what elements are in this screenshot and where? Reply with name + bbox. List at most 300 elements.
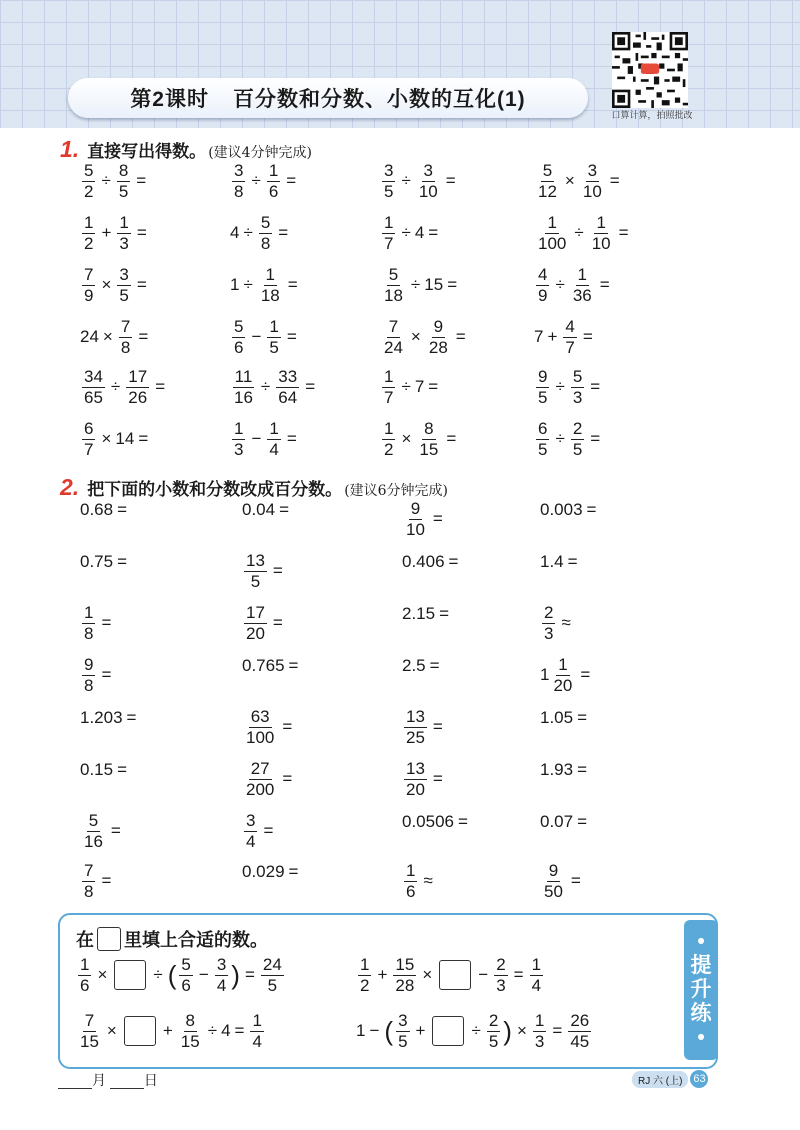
denominator: 65 — [84, 387, 103, 407]
numerator: 1 — [252, 1011, 262, 1030]
operator: + — [547, 327, 558, 347]
operator: = — [136, 223, 147, 243]
numerator: 8 — [424, 419, 434, 438]
numerator: 3 — [423, 161, 433, 180]
operator: × — [422, 965, 433, 985]
numerator: 17 — [246, 603, 265, 622]
operator: ÷ — [153, 965, 163, 985]
denominator: 5 — [267, 975, 278, 995]
practice-tab-char-1: 提 — [690, 953, 712, 977]
denominator: 4 — [531, 975, 542, 995]
operator: = — [155, 377, 166, 397]
denominator: 6 — [80, 975, 90, 995]
operator: = — [278, 223, 289, 243]
section-1-title: 直接写出得数。 — [87, 142, 207, 161]
denominator: 20 — [246, 623, 265, 643]
fraction — [404, 862, 417, 901]
fraction — [117, 266, 130, 305]
denominator: 8 — [260, 233, 271, 253]
calc-exercise — [534, 318, 597, 357]
book-code: RJ 六 (上) — [632, 1071, 688, 1088]
operator: = — [101, 665, 112, 685]
number: 0.75 — [80, 552, 114, 571]
fraction — [427, 318, 450, 357]
numerator: 3 — [234, 161, 244, 180]
fraction — [267, 318, 280, 357]
conversion-exercise — [540, 500, 600, 520]
parenthesis: ( — [384, 1016, 394, 1047]
denominator: 2 — [384, 439, 394, 459]
operator: = — [570, 871, 581, 891]
denominator: 2 — [360, 975, 370, 995]
fraction — [215, 956, 228, 995]
conversion-exercise — [402, 862, 437, 901]
number: 1 — [540, 665, 550, 685]
calc-exercise — [380, 318, 470, 357]
conversion-exercise — [80, 760, 131, 780]
operator: = — [599, 275, 610, 295]
numerator: 1 — [547, 213, 557, 232]
operator: = — [428, 377, 439, 397]
operator: = — [288, 656, 299, 675]
fraction — [590, 214, 613, 253]
fraction — [82, 214, 95, 253]
denominator: 8 — [234, 181, 244, 201]
operator: + — [377, 965, 388, 985]
operator: = — [577, 708, 588, 727]
parenthesis: ( — [167, 960, 177, 991]
fraction — [536, 162, 559, 201]
operator: ÷ — [207, 1021, 218, 1041]
numerator: 15 — [395, 955, 415, 974]
fraction — [382, 162, 395, 201]
operator: = — [136, 275, 147, 295]
operator: × — [106, 1021, 117, 1041]
practice-title-post: 里填上合适的数。 — [124, 930, 268, 950]
denominator: 50 — [544, 881, 563, 901]
answer-box[interactable] — [432, 1016, 464, 1046]
numerator: 2 — [544, 603, 554, 622]
fraction — [494, 956, 507, 995]
fraction — [82, 266, 95, 305]
fraction — [551, 656, 574, 695]
operator: + — [101, 223, 112, 243]
fraction — [382, 420, 395, 459]
operator: ≈ — [423, 871, 433, 891]
practice-title-pre: 在 — [76, 930, 94, 950]
numerator: 7 — [120, 317, 131, 336]
operator: = — [110, 821, 121, 841]
fraction — [82, 162, 95, 201]
operator: × — [516, 1021, 527, 1041]
operator: ÷ — [101, 171, 111, 191]
conversion-exercise — [242, 760, 296, 799]
number: 15 — [424, 275, 444, 295]
calc-exercise — [80, 266, 151, 305]
numerator: 5 — [572, 367, 583, 386]
operator: = — [577, 760, 588, 779]
fraction — [117, 162, 130, 201]
lesson-number: 第2课时 — [130, 88, 209, 111]
conversion-exercise — [402, 604, 453, 624]
denominator: 6 — [406, 881, 416, 901]
operator: = — [282, 769, 293, 789]
month-label: 月 — [92, 1072, 106, 1088]
operator: − — [369, 1021, 380, 1041]
calc-exercise — [380, 368, 442, 407]
fraction — [267, 420, 280, 459]
fraction — [82, 420, 95, 459]
conversion-exercise — [242, 500, 293, 520]
conversion-exercise — [80, 604, 115, 643]
practice-tab-char-3: 练 — [690, 1002, 712, 1026]
denominator: 8 — [120, 337, 131, 357]
month-blank[interactable] — [58, 1072, 92, 1089]
numerator: 6 — [84, 419, 94, 438]
fraction — [530, 956, 543, 995]
denominator: 7 — [565, 337, 575, 357]
numerator: 6 — [538, 419, 548, 438]
numerator: 2 — [572, 419, 583, 438]
number: 7 — [534, 327, 544, 347]
fraction — [250, 1012, 263, 1051]
operator: × — [101, 429, 112, 449]
conversion-exercise — [80, 862, 115, 901]
fraction — [571, 266, 594, 305]
denominator: 3 — [234, 439, 244, 459]
numerator: 3 — [398, 1011, 408, 1030]
fraction — [487, 1012, 500, 1051]
operator: × — [410, 327, 421, 347]
calc-exercise — [380, 266, 461, 305]
operator: = — [577, 812, 588, 831]
operator: = — [458, 812, 468, 831]
number: 0.406 — [402, 552, 445, 571]
operator: = — [101, 871, 112, 891]
conversion-exercise — [402, 708, 447, 747]
numerator: 11 — [234, 367, 253, 386]
operator: = — [582, 327, 593, 347]
numerator: 63 — [250, 707, 270, 726]
number: 4 — [414, 223, 425, 243]
operator: = — [432, 769, 443, 789]
fraction — [261, 956, 284, 995]
operator: = — [126, 708, 137, 727]
denominator: 20 — [553, 675, 573, 695]
operator: = — [272, 613, 283, 633]
numerator: 1 — [577, 265, 587, 284]
operator: ÷ — [410, 275, 421, 295]
denominator: 3 — [496, 975, 506, 995]
calc-exercise — [380, 420, 460, 459]
conversion-exercise — [540, 812, 591, 832]
fraction — [581, 162, 604, 201]
denominator: 10 — [591, 233, 611, 253]
numerator: 33 — [278, 367, 298, 386]
denominator: 6 — [268, 181, 279, 201]
numerator: 7 — [84, 861, 94, 880]
denominator: 7 — [384, 233, 394, 253]
fraction — [393, 956, 416, 995]
numerator: 5 — [88, 811, 99, 830]
operator: ÷ — [401, 171, 411, 191]
denominator: 3 — [572, 387, 583, 407]
operator: − — [251, 429, 262, 449]
numerator: 13 — [406, 759, 425, 778]
denominator: 9 — [538, 285, 548, 305]
numerator: 3 — [216, 955, 227, 974]
operator: = — [282, 717, 293, 737]
operator: × — [101, 275, 112, 295]
fraction — [126, 368, 149, 407]
denominator: 16 — [84, 831, 103, 851]
numerator: 1 — [531, 955, 542, 974]
day-label: 日 — [143, 1072, 158, 1088]
fraction — [244, 604, 267, 643]
operator: = — [287, 275, 298, 295]
operator: = — [138, 327, 149, 347]
fraction — [232, 368, 255, 407]
operator: = — [432, 717, 443, 737]
fraction — [78, 956, 91, 995]
numerator: 7 — [84, 1011, 95, 1030]
calc-exercise — [534, 368, 604, 407]
numerator: 34 — [84, 367, 103, 386]
conversion-exercise — [80, 656, 115, 695]
operator: ÷ — [243, 275, 253, 295]
operator: = — [234, 1021, 245, 1041]
number: 0.0506 — [402, 812, 454, 831]
denominator: 4 — [269, 439, 279, 459]
number: 0.003 — [540, 500, 583, 519]
operator: = — [609, 171, 620, 191]
conversion-exercise — [540, 862, 585, 901]
page-title: 百分数和分数、小数的互化(1) — [233, 88, 526, 111]
qr-caption: 口算计算，拍照批改 — [611, 110, 693, 120]
answer-box[interactable] — [114, 960, 146, 990]
numerator: 5 — [181, 955, 191, 974]
numerator: 27 — [250, 759, 270, 778]
denominator: 5 — [269, 337, 279, 357]
number: 2.15 — [402, 604, 436, 623]
numerator: 2 — [496, 955, 506, 974]
operator: ÷ — [401, 377, 411, 397]
fraction — [232, 318, 245, 357]
fraction — [78, 1012, 101, 1051]
conversion-exercise — [402, 500, 447, 539]
number: 7 — [414, 377, 425, 397]
calc-exercise — [230, 318, 301, 357]
fraction — [571, 420, 584, 459]
operator: + — [415, 1021, 426, 1041]
operator: = — [552, 1021, 563, 1041]
numerator: 1 — [268, 161, 279, 180]
denominator: 10 — [406, 519, 425, 539]
qr-code-icon[interactable] — [612, 32, 688, 108]
numerator: 3 — [246, 811, 256, 830]
fraction — [244, 708, 276, 747]
section-1-number: 1. — [60, 136, 80, 162]
operator: = — [439, 604, 450, 623]
numerator: 13 — [406, 707, 425, 726]
fraction — [396, 1012, 409, 1051]
calc-exercise — [380, 162, 460, 201]
number: 24 — [80, 327, 99, 347]
denominator: 3 — [119, 233, 129, 253]
operator: = — [138, 429, 149, 449]
denominator: 4 — [216, 975, 227, 995]
fraction — [382, 318, 405, 357]
denominator: 15 — [180, 1031, 200, 1051]
calc-exercise — [380, 214, 442, 253]
number: 4 — [230, 223, 240, 243]
operator: = — [117, 760, 128, 779]
denominator: 5 — [384, 181, 394, 201]
denominator: 6 — [181, 975, 191, 995]
denominator: 5 — [538, 387, 548, 407]
denominator: 8 — [84, 881, 94, 901]
conversion-exercise — [80, 708, 140, 728]
operator: = — [580, 665, 591, 685]
section-1-note: (建议4分钟完成) — [208, 145, 313, 161]
operator: × — [564, 171, 575, 191]
section-2-title: 把下面的小数和分数改成百分数。 — [87, 480, 343, 499]
date-line — [58, 1070, 158, 1090]
denominator: 5 — [538, 439, 548, 459]
conversion-exercise — [402, 760, 447, 799]
conversion-exercise — [242, 708, 296, 747]
operator: ÷ — [243, 223, 253, 243]
operator: = — [272, 561, 283, 581]
denominator: 18 — [384, 285, 403, 305]
fraction — [82, 656, 95, 695]
denominator: 36 — [572, 285, 592, 305]
fraction — [232, 162, 245, 201]
fraction — [244, 760, 276, 799]
answer-box[interactable] — [124, 1016, 156, 1046]
numerator: 1 — [234, 419, 244, 438]
operator: = — [286, 429, 297, 449]
numerator: 1 — [269, 419, 279, 438]
fraction — [404, 708, 427, 747]
numerator: 1 — [84, 603, 94, 622]
practice-tab-char-2: 升 — [690, 977, 712, 1001]
number: 1 — [356, 1021, 366, 1041]
calc-exercise — [80, 318, 152, 357]
conversion-exercise — [80, 500, 131, 520]
operator: = — [288, 862, 299, 881]
conversion-exercise — [80, 552, 131, 572]
operator: × — [401, 429, 412, 449]
conversion-exercise — [242, 552, 287, 591]
calc-exercise — [534, 214, 633, 253]
parenthesis: ) — [503, 1016, 512, 1047]
denominator: 15 — [419, 439, 439, 459]
numerator: 17 — [128, 367, 148, 386]
numerator: 1 — [384, 213, 394, 232]
denominator: 2 — [84, 233, 94, 253]
operator: = — [305, 377, 316, 397]
numerator: 9 — [84, 655, 94, 674]
numerator: 24 — [262, 955, 282, 974]
numerator: 1 — [360, 955, 370, 974]
operator: = — [286, 327, 297, 347]
operator: ÷ — [110, 377, 121, 397]
fraction — [533, 1012, 546, 1051]
fraction — [568, 1012, 591, 1051]
numerator: 5 — [388, 265, 399, 284]
calc-exercise — [230, 368, 319, 407]
fraction — [536, 420, 549, 459]
numerator: 5 — [234, 317, 244, 336]
numerator: 3 — [119, 265, 129, 284]
answer-box[interactable] — [439, 960, 471, 990]
lesson-title-bar — [68, 78, 588, 118]
operator: × — [97, 965, 108, 985]
numerator: 7 — [388, 317, 399, 336]
numerator: 1 — [558, 655, 568, 674]
fraction — [82, 862, 95, 901]
denominator: 12 — [538, 181, 557, 201]
practice-tab-dot-top: • — [697, 929, 705, 953]
numerator: 1 — [265, 265, 275, 284]
numerator: 9 — [538, 367, 548, 386]
number: 14 — [115, 429, 135, 449]
fraction — [179, 956, 192, 995]
fraction — [244, 552, 267, 591]
numerator: 2 — [488, 1011, 499, 1030]
denominator: 4 — [252, 1031, 262, 1051]
calc-exercise — [230, 266, 302, 305]
conversion-exercise — [242, 862, 302, 882]
section-1-heading — [60, 136, 312, 163]
numerator: 13 — [246, 551, 265, 570]
practice-tab-dot-bottom: • — [697, 1026, 705, 1050]
operator: = — [432, 509, 443, 529]
operator: = — [447, 275, 458, 295]
fraction — [417, 162, 440, 201]
operator: = — [279, 500, 290, 519]
operator: − — [251, 327, 262, 347]
denominator: 5 — [488, 1031, 499, 1051]
numerator: 3 — [587, 161, 598, 180]
operator: = — [428, 223, 439, 243]
numerator: 3 — [384, 161, 394, 180]
denominator: 4 — [246, 831, 256, 851]
section-2-note: (建议6分钟完成) — [344, 483, 449, 499]
fraction — [179, 1012, 202, 1051]
number: 1 — [230, 275, 240, 295]
page-number: 63 — [690, 1070, 708, 1088]
denominator: 28 — [395, 975, 415, 995]
denominator: 3 — [534, 1031, 545, 1051]
day-blank[interactable] — [110, 1072, 144, 1089]
operator: = — [455, 327, 466, 347]
denominator: 64 — [278, 387, 298, 407]
number: 1.93 — [540, 760, 574, 779]
calc-exercise — [80, 420, 152, 459]
numerator: 5 — [542, 161, 553, 180]
numerator: 1 — [269, 317, 279, 336]
fraction — [267, 162, 280, 201]
calc-exercise — [534, 420, 604, 459]
fill-box-exercise — [76, 956, 286, 995]
denominator: 10 — [582, 181, 602, 201]
denominator: 100 — [538, 233, 567, 253]
section-2-number: 2. — [60, 474, 80, 500]
fraction — [417, 420, 440, 459]
calc-exercise — [80, 368, 169, 407]
